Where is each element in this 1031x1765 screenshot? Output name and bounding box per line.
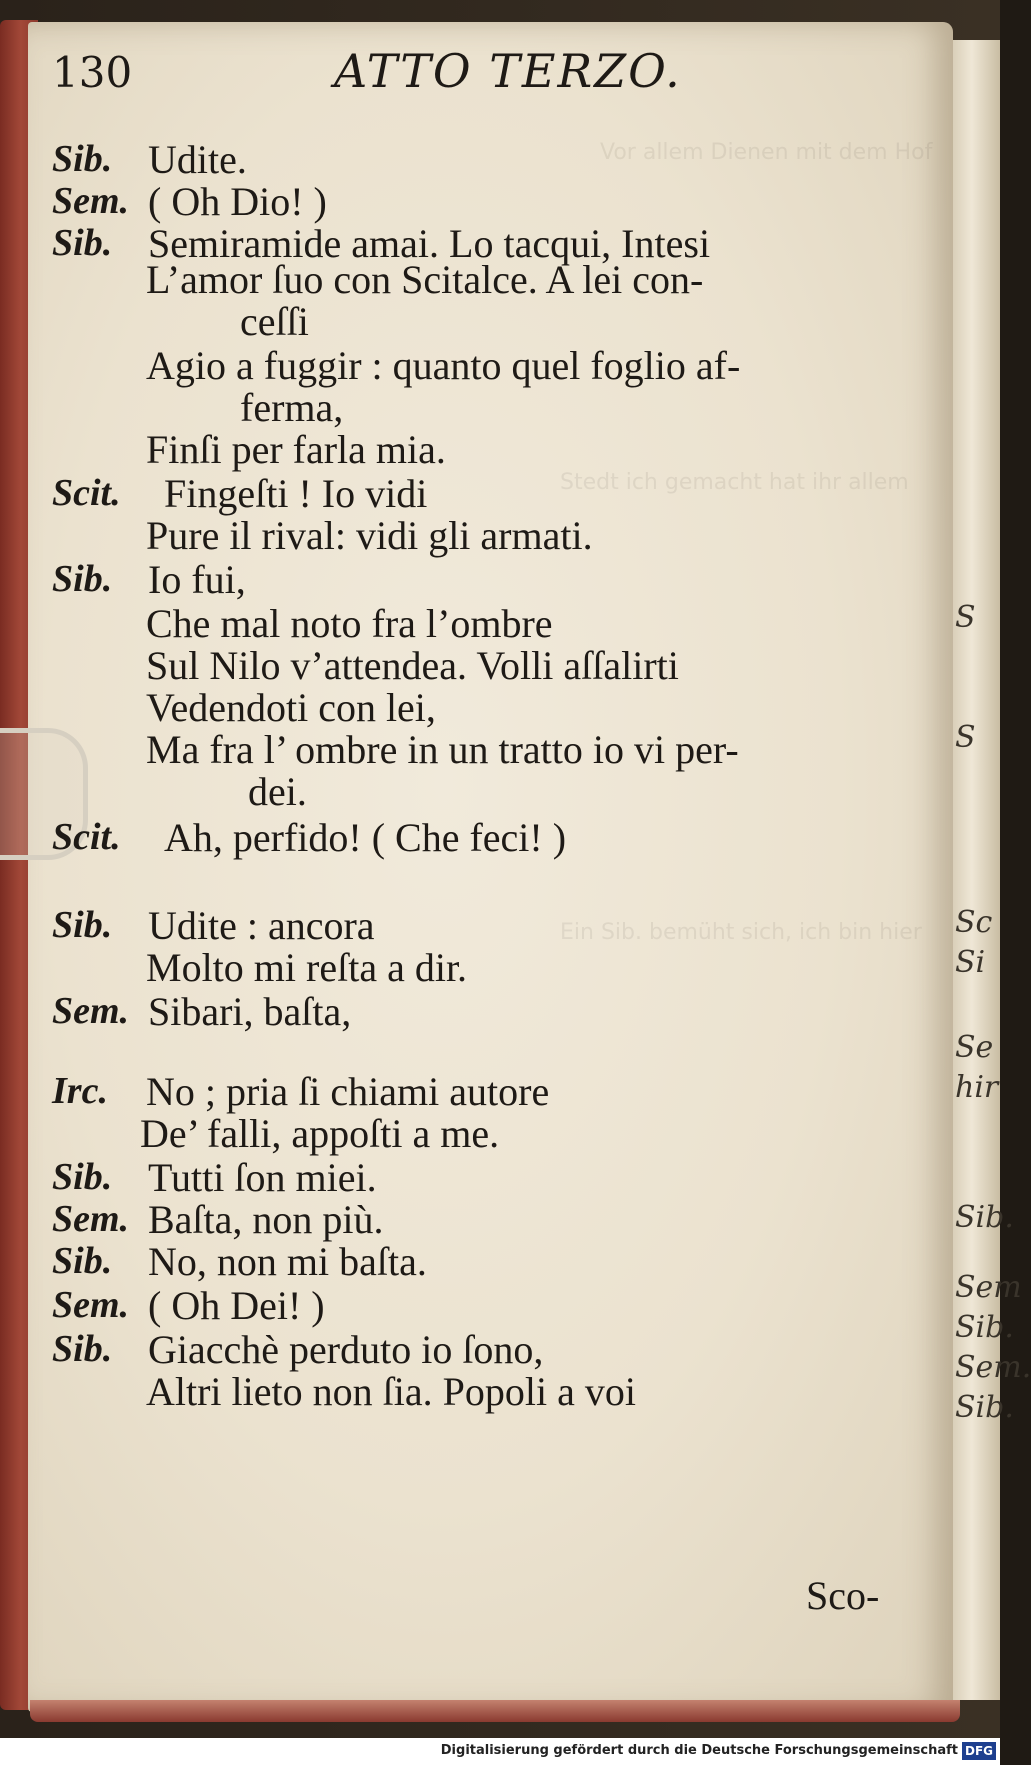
speaker-label: Sem. xyxy=(52,180,130,222)
bleed-through: Ein Sib. bemüht sich, ich bin hier xyxy=(560,920,922,945)
speaker-label: Sib. xyxy=(52,1156,113,1198)
dialogue-line: No ; pria ſi chiami autore xyxy=(146,1069,550,1114)
speaker-label: Sem. xyxy=(52,990,130,1032)
facing-page-fragment: Sib. xyxy=(955,1310,1014,1345)
speaker-label: Sem. xyxy=(52,1198,130,1240)
facing-page-fragment: S xyxy=(955,600,976,635)
dialogue-line: Udite. xyxy=(148,137,247,182)
dialogue-line: ferma, xyxy=(240,385,344,430)
facing-page-fragment: Sem xyxy=(955,1270,1022,1305)
dialogue-line: Agio a fuggir : quanto quel foglio af- xyxy=(146,343,741,388)
speaker-label: Sem. xyxy=(52,1284,130,1326)
dialogue-line: Vedendoti con lei, xyxy=(146,685,436,730)
speaker-label: Sib. xyxy=(52,222,113,264)
dialogue-line: ( Oh Dei! ) xyxy=(148,1283,325,1328)
facing-page-fragment: S xyxy=(955,720,976,755)
bleed-through: Vor allem Dienen mit dem Hof xyxy=(600,140,933,165)
dialogue-line: Semiramide amai. Lo tacqui, Intesi xyxy=(148,221,711,266)
speaker-label: Sib. xyxy=(52,1240,113,1282)
dialogue-line: No, non mi baſta. xyxy=(148,1239,427,1284)
bleed-through: Stedt ich gemacht hat ihr allem xyxy=(560,470,909,495)
facing-page-fragment: Si xyxy=(955,945,986,980)
dialogue-line: Fingeſti ! Io vidi xyxy=(164,471,428,516)
dialogue-line: dei. xyxy=(248,769,307,814)
dialogue-line: ( Oh Dio! ) xyxy=(148,179,327,224)
dialogue-line: Ah, perfido! ( Che feci! ) xyxy=(164,815,567,860)
dialogue-line: Baſta, non più. xyxy=(148,1197,384,1242)
catchword: Sco- xyxy=(806,1573,880,1618)
speaker-label: Sib. xyxy=(52,138,113,180)
speaker-label: Sib. xyxy=(52,904,113,946)
dialogue-line: Pure il rival: vidi gli armati. xyxy=(146,513,593,558)
dialogue-line: ceſſi xyxy=(240,299,309,344)
speaker-label: Sib. xyxy=(52,558,113,600)
dialogue-line: Udite : ancora xyxy=(148,903,375,948)
dialogue-line: Ma fra l’ ombre in un tratto io vi per- xyxy=(146,727,739,772)
dialogue-line: Molto mi reſta a dir. xyxy=(146,945,468,990)
page-number: 130 xyxy=(52,48,133,97)
facing-page-fragment: Sib. xyxy=(955,1200,1014,1235)
facing-page-fragment: hir xyxy=(955,1070,999,1105)
dialogue-line: Finſi per farla mia. xyxy=(146,427,446,472)
dialogue-line: Io fui, xyxy=(148,557,246,602)
dialogue-line: Giacchè perduto io ſono, xyxy=(148,1327,544,1372)
dialogue-line: Che mal noto fra l’ombre xyxy=(146,601,553,646)
speaker-label: Scit. xyxy=(52,472,121,514)
running-head: ATTO TERZO. xyxy=(334,44,682,98)
facing-page-strip xyxy=(953,40,1031,1700)
dialogue-line: Tutti ſon miei. xyxy=(148,1155,377,1200)
facing-page-fragment: Sc xyxy=(955,905,993,940)
dfg-logo: DFG xyxy=(962,1742,996,1760)
digitization-credit: Digitalisierung gefördert durch die Deutsche Forschungsgemeinschaft xyxy=(440,1743,958,1758)
dialogue-line: De’ falli, appoſti a me. xyxy=(140,1111,500,1156)
speaker-label: Irc. xyxy=(52,1070,108,1112)
dialogue-line: Altri lieto non ſia. Popoli a voi xyxy=(146,1369,636,1414)
facing-page-fragment: Se xyxy=(955,1030,994,1065)
dialogue-line: Sibari, baſta, xyxy=(148,989,352,1034)
facing-page-fragment: Sem. xyxy=(955,1350,1031,1385)
facing-page-fragment: Sib. xyxy=(955,1390,1014,1425)
dialogue-line: Sul Nilo v’attendea. Volli aſſalirti xyxy=(146,643,679,688)
page-edge xyxy=(30,1700,960,1722)
speaker-label: Scit. xyxy=(52,816,121,858)
dialogue-line: L’amor ſuo con Scitalce. A lei con- xyxy=(146,257,704,302)
speaker-label: Sib. xyxy=(52,1328,113,1370)
